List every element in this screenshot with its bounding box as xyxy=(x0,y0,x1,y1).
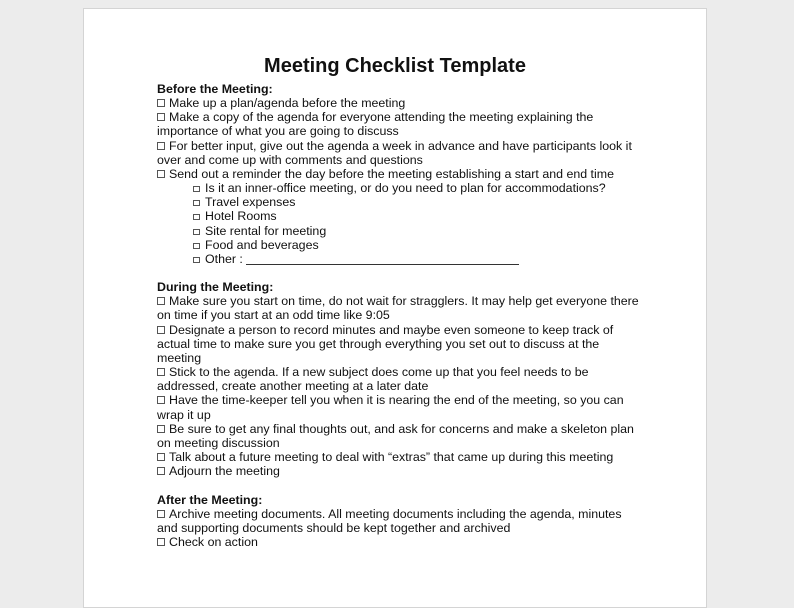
document-title: Meeting Checklist Template xyxy=(264,55,526,77)
item-line xyxy=(157,337,639,351)
section-heading: During the Meeting: xyxy=(157,280,274,295)
checkbox[interactable] xyxy=(193,229,200,235)
checklist-item xyxy=(157,323,639,365)
item-text: Travel expenses xyxy=(205,195,296,210)
item-line xyxy=(157,323,639,337)
checklist-item xyxy=(157,507,639,535)
item-text: wrap it up xyxy=(157,407,211,422)
sub-checklist-item xyxy=(157,209,639,223)
item-text: meeting xyxy=(157,350,202,365)
item-line xyxy=(157,535,639,549)
sub-checklist-item xyxy=(157,181,639,195)
checklist-item xyxy=(157,535,639,549)
checkbox[interactable] xyxy=(193,200,200,206)
checkbox[interactable] xyxy=(157,113,165,121)
item-text: on time if you start at an odd time like 9:05 xyxy=(157,308,390,323)
item-line xyxy=(157,464,639,478)
item-text: importance of what you are going to discuss xyxy=(157,124,399,139)
checklist-item xyxy=(157,450,639,464)
item-line xyxy=(157,110,639,124)
item-text: Make a copy of the agenda for everyone attending the meeting explaining the xyxy=(169,110,594,125)
item-text: on meeting discussion xyxy=(157,435,280,450)
checklist-item xyxy=(157,393,639,421)
item-line xyxy=(157,167,639,181)
item-line xyxy=(157,408,639,422)
checkbox[interactable] xyxy=(157,510,165,518)
item-line xyxy=(157,351,639,365)
checkbox[interactable] xyxy=(193,186,200,192)
checkbox[interactable] xyxy=(193,243,200,249)
section-heading: Before the Meeting: xyxy=(157,82,273,96)
item-line xyxy=(157,436,639,450)
item-line xyxy=(157,507,639,521)
item-line xyxy=(157,139,639,153)
checkbox[interactable] xyxy=(157,453,165,461)
document-page xyxy=(83,8,707,608)
checkbox[interactable] xyxy=(157,170,165,178)
item-line xyxy=(157,393,639,407)
other-label: Other : xyxy=(205,251,243,266)
item-text: Food and beverages xyxy=(205,237,319,252)
sub-checklist-item xyxy=(157,195,639,209)
item-text: over and come up with comments and questions xyxy=(157,152,423,167)
checkbox[interactable] xyxy=(157,368,165,376)
item-text: Stick to the agenda. If a new subject does come up that you feel needs to be xyxy=(169,365,589,380)
item-line xyxy=(157,365,639,379)
checklist-item xyxy=(157,294,639,322)
item-text: Site rental for meeting xyxy=(205,223,327,238)
checklist-item xyxy=(157,110,639,138)
item-line xyxy=(157,422,639,436)
other-blank-field[interactable] xyxy=(246,254,519,265)
checkbox[interactable] xyxy=(157,467,165,475)
checkbox[interactable] xyxy=(193,214,200,220)
checklist-item xyxy=(157,139,639,167)
sub-checklist-item xyxy=(157,224,639,238)
item-text: Make sure you start on time, do not wait for stragglers. It may help get everyone there xyxy=(169,294,639,309)
checkbox[interactable] xyxy=(157,142,165,150)
checklist-item xyxy=(157,464,639,478)
item-text: Check on action xyxy=(169,534,258,549)
item-text: Talk about a future meeting to deal with “extras” that came up during this meeting xyxy=(169,450,614,465)
checkbox[interactable] xyxy=(157,297,165,305)
item-line xyxy=(157,294,639,308)
item-line xyxy=(157,124,639,138)
item-text: Hotel Rooms xyxy=(205,209,277,224)
checklist-item xyxy=(157,167,639,181)
checkbox[interactable] xyxy=(157,538,165,546)
item-text: Be sure to get any final thoughts out, and ask for concerns and make a skeleton plan xyxy=(169,421,634,436)
checklist-content xyxy=(157,82,639,549)
item-line xyxy=(157,379,639,393)
item-line xyxy=(157,450,639,464)
item-line xyxy=(157,96,639,110)
item-text: and supporting documents should be kept together and archived xyxy=(157,520,511,535)
blank-line xyxy=(157,266,639,280)
item-text: addressed, create another meeting at a later date xyxy=(157,379,429,394)
item-text: Make up a plan/agenda before the meeting xyxy=(169,96,406,111)
item-text: Send out a reminder the day before the meeting establishing a start and end time xyxy=(169,166,614,181)
checkbox[interactable] xyxy=(157,99,165,107)
item-text: Adjourn the meeting xyxy=(169,464,280,479)
checkbox[interactable] xyxy=(157,326,165,334)
item-text: Designate a person to record minutes and maybe even someone to keep track of xyxy=(169,322,614,337)
section-heading: After the Meeting: xyxy=(157,492,263,507)
checklist-item xyxy=(157,422,639,450)
item-text: Archive meeting documents. All meeting documents including the agenda, minutes xyxy=(169,506,622,521)
item-line xyxy=(157,153,639,167)
item-text: Is it an inner-office meeting, or do you need to plan for accommodations? xyxy=(205,181,606,196)
item-text: actual time to make sure you get through everything you set out to discuss at the xyxy=(157,336,600,351)
sub-checklist-item-other xyxy=(157,252,639,266)
checklist-item xyxy=(157,96,639,110)
item-line xyxy=(157,308,639,322)
item-text: Have the time-keeper tell you when it is nearing the end of the meeting, so you can xyxy=(169,393,624,408)
checkbox[interactable] xyxy=(157,425,165,433)
checkbox[interactable] xyxy=(157,396,165,404)
checkbox[interactable] xyxy=(193,257,200,263)
checklist-item xyxy=(157,365,639,393)
blank-line xyxy=(157,478,639,492)
item-line xyxy=(157,521,639,535)
sub-checklist-item xyxy=(157,238,639,252)
item-text: For better input, give out the agenda a week in advance and have participants look it xyxy=(169,138,632,153)
